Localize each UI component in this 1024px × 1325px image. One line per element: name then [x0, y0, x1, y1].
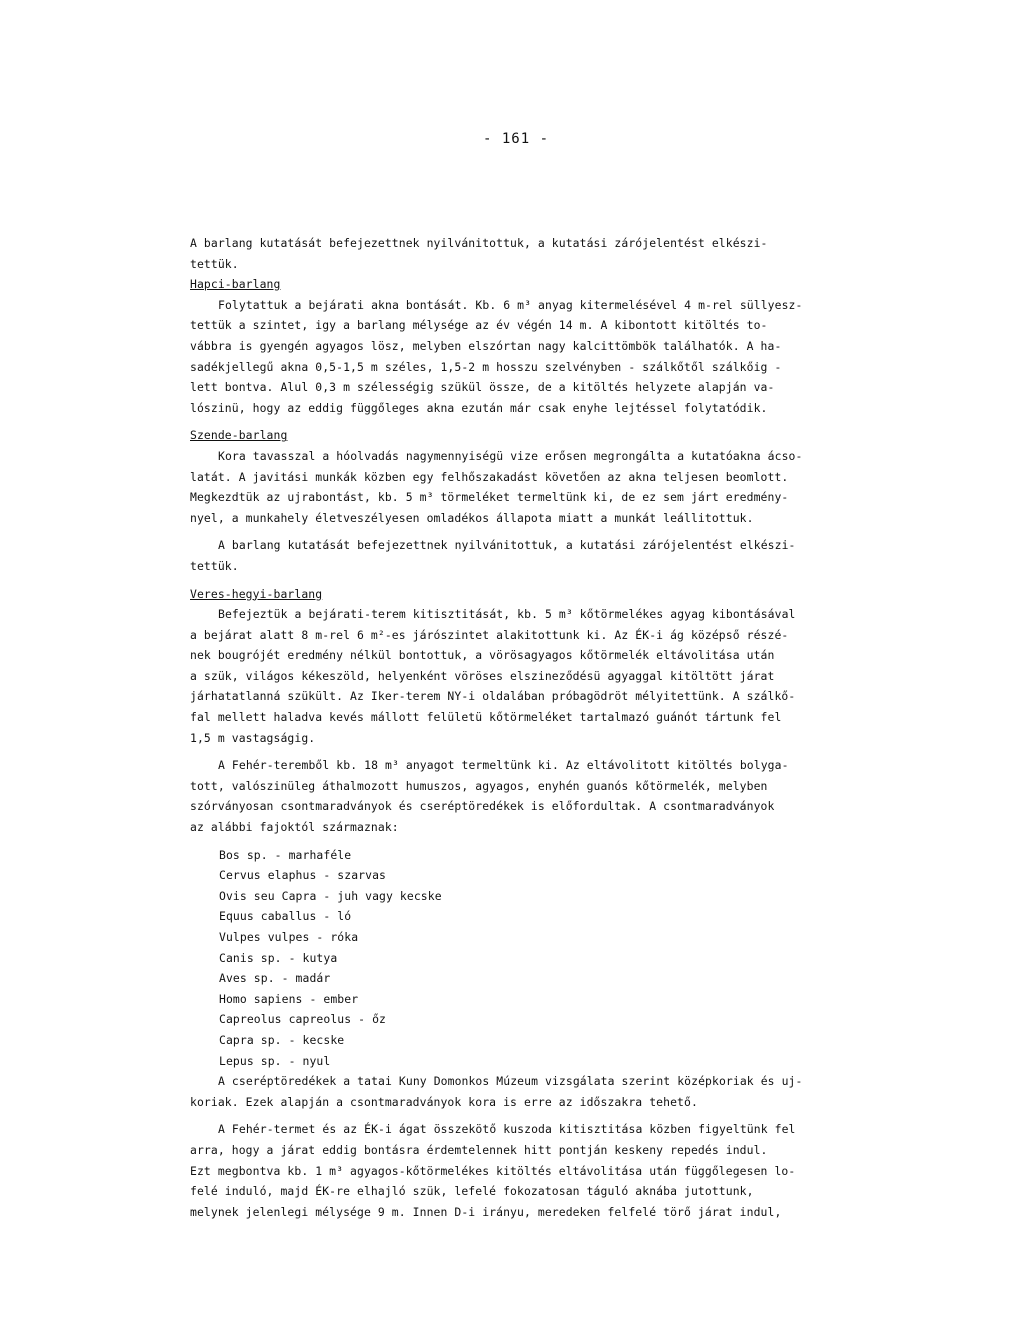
- paragraph-szende-conclusion: [190, 535, 870, 576]
- species-list: [190, 845, 870, 1072]
- list-item: Ovis seu Capra - juh vagy kecske: [219, 888, 442, 903]
- page-number: - 161 -: [483, 131, 550, 147]
- text-line: a bejárat alatt 8 m-rel 6 m²-es járószintet alakitottunk ki. Az ÉK-i ág középső részé-: [190, 627, 789, 642]
- text-line: járhatatlanná szükült. Az Iker-terem NY-i oldalában próbagödröt mélyitettünk. A szálkő-: [190, 689, 796, 704]
- text-line: Befejeztük a bejárati-terem kitisztitását, kb. 5 m³ kőtörmelékes agyag kibontásával: [218, 607, 796, 622]
- text-line: vábbra is gyengén agyagos lösz, melyben elszórtan nagy kalcittömbök találhatók. A ha-: [190, 338, 782, 353]
- text-line: lett bontva. Alul 0,3 m szélességig szükül össze, de a kitöltés helyzete alapján va-: [190, 380, 775, 395]
- section-heading-hapci-barlang: Hapci-barlang: [190, 277, 281, 292]
- list-item: Capra sp. - kecske: [219, 1032, 345, 1047]
- list-item: Canis sp. - kutya: [219, 950, 338, 965]
- text-line: Folytattuk a bejárati akna bontását. Kb. 6 m³ anyag kitermelésével 4 m-rel süllyesz-: [218, 297, 803, 312]
- list-item: Lepus sp. - nyul: [219, 1053, 331, 1068]
- list-item: Cervus elaphus - szarvas: [219, 868, 386, 883]
- text-line: Ezt megbontva kb. 1 m³ agyagos-kőtörmelékes kitöltés eltávolitása után függőlegesen lo-: [190, 1163, 796, 1178]
- text-line: A barlang kutatását befejezettnek nyilvánitottuk, a kutatási zárójelentést elkészi-: [190, 236, 768, 250]
- text-line: nyel, a munkahely életveszélyesen omladékos állapota miatt a munkát leállitottuk.: [190, 510, 754, 525]
- text-line: A barlang kutatását befejezettnek nyilvánitottuk, a kutatási zárójelentést elkészi-: [218, 538, 796, 553]
- list-item: Vulpes vulpes - róka: [219, 930, 359, 944]
- paragraph-hapci: [190, 295, 870, 419]
- text-line: melynek jelenlegi mélysége 9 m. Innen D-i irányu, meredeken felfelé törő járat indul,: [190, 1204, 782, 1219]
- text-line: sadékjellegű akna 0,5-1,5 m széles, 1,5-2 m hosszu szelvényben - szálkőtől szálkőig -: [190, 359, 782, 374]
- text-line: lószinü, hogy az eddig függőleges akna ezután már csak enyhe lejtéssel folytatódik.: [190, 400, 768, 415]
- text-line: A Fehér-termet és az ÉK-i ágat összekötő kuszoda kitisztitása közben figyeltünk fel: [218, 1122, 796, 1137]
- paragraph-veres-4: [190, 1119, 870, 1222]
- paragraph-intro: [190, 233, 870, 274]
- text-line: koriak. Ezek alapján a csontmaradványok kora is erre az időszakra tehető.: [190, 1094, 698, 1109]
- text-line: tettük a szintet, igy a barlang mélysége az év végén 14 m. A kibontott kitöltés to-: [190, 318, 768, 333]
- list-item: Bos sp. - marhaféle: [219, 847, 352, 862]
- list-item: Equus caballus - ló: [219, 909, 352, 924]
- list-item: Homo sapiens - ember: [219, 991, 359, 1006]
- section-heading-veres-hegyi-barlang: Veres-hegyi-barlang: [190, 586, 323, 601]
- text-line: A Fehér-teremből kb. 18 m³ anyagot termeltünk ki. Az eltávolitott kitöltés bolyga-: [218, 758, 789, 773]
- text-line: A cseréptöredékek a tatai Kuny Domonkos Múzeum vizsgálata szerint középkoriak és uj-: [218, 1074, 803, 1089]
- text-line: Megkezdtük az ujrabontást, kb. 5 m³ törmeléket termeltünk ki, de ez sem járt eredmény-: [190, 490, 789, 505]
- text-line: latát. A javitási munkák közben egy felhőszakadást követően az akna teljesen beomlott.: [190, 469, 789, 484]
- paragraph-veres-2: [190, 755, 870, 837]
- paragraph-szende: [190, 446, 870, 528]
- text-line: az alábbi fajoktól származnak:: [190, 820, 399, 835]
- section-heading-szende-barlang: Szende-barlang: [190, 428, 288, 443]
- text-line: nek bougrójét eredmény nélkül bontottuk, a vörösagyagos kőtörmelék eltávolitása után: [190, 648, 775, 663]
- paragraph-veres-3: [190, 1071, 870, 1112]
- text-line: arra, hogy a járat eddig bontásra érdemtelennek hitt pontján keskeny repedés indul.: [190, 1142, 768, 1157]
- text-line: tott, valószinüleg áthalmozott humuszos, agyagos, enyhén guanós kőtörmelék, melyben: [190, 778, 768, 793]
- page-body: [190, 233, 870, 1222]
- text-line: felé induló, majd ÉK-re elhajló szük, lefelé fokozatosan táguló aknába jutottunk,: [190, 1184, 754, 1199]
- text-line: a szük, világos kékeszöld, helyenként vöröses elszineződésü agyaggal kitöltött járat: [190, 668, 775, 683]
- list-item: Aves sp. - madár: [219, 971, 331, 986]
- list-item: Capreolus capreolus - őz: [219, 1012, 386, 1027]
- text-line: fal mellett haladva kevés mállott felületü kőtörmeléket tartalmazó guánót tártunk fel: [190, 710, 782, 725]
- paragraph-veres-1: [190, 604, 870, 748]
- text-line: szórványosan csontmaradványok és cseréptöredékek is előfordultak. A csontmaradványok: [190, 799, 775, 814]
- text-line: tettük.: [190, 558, 239, 573]
- text-line: 1,5 m vastagságig.: [190, 730, 316, 745]
- text-line: Kora tavasszal a hóolvadás nagymennyiségü vize erősen megrongálta a kutatóakna ácso-: [218, 448, 803, 463]
- text-line: tettük.: [190, 256, 239, 271]
